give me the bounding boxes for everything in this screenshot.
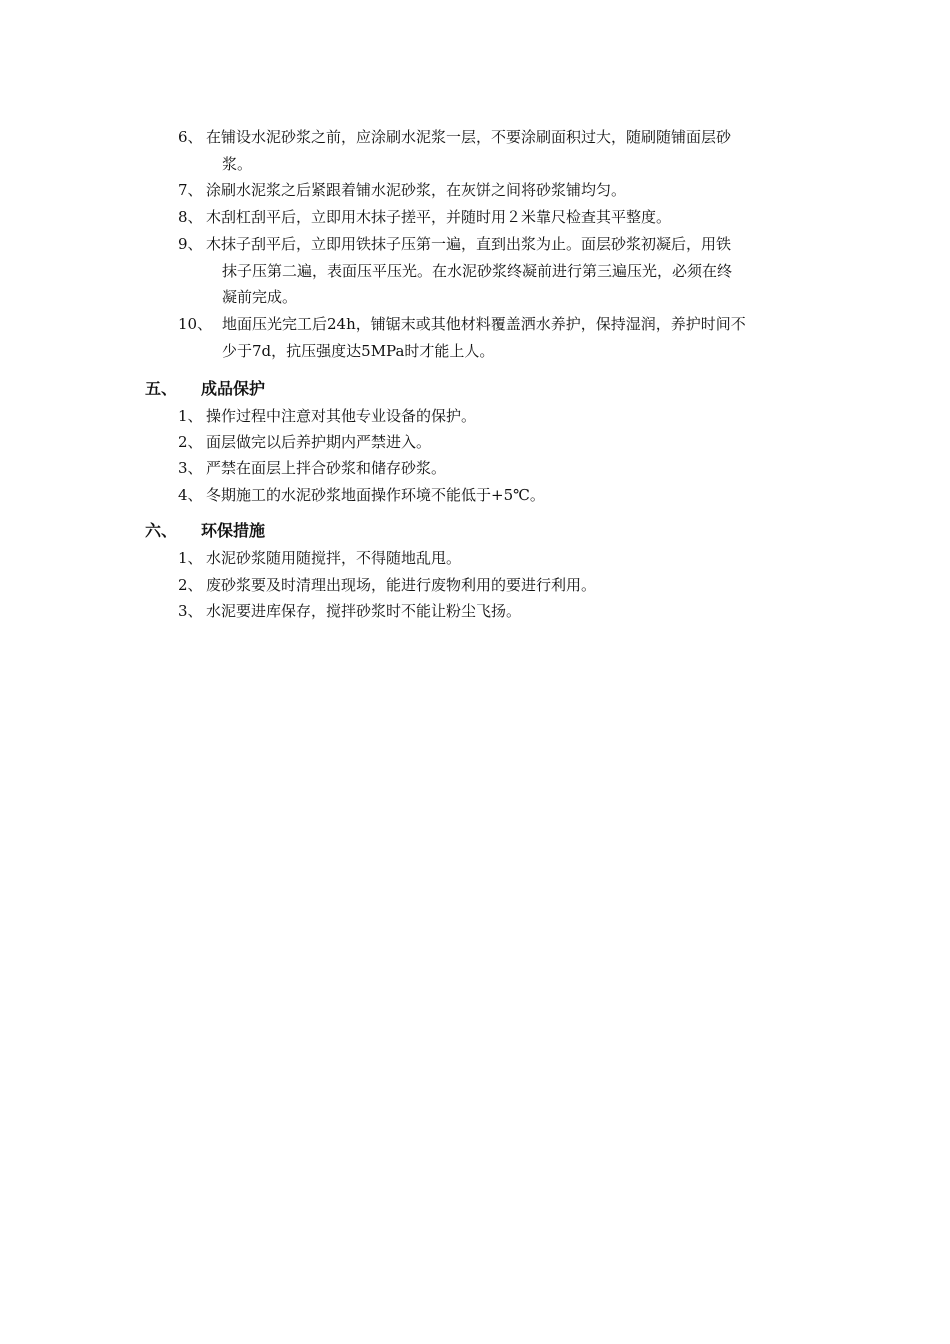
item-number: 1、 xyxy=(178,407,203,425)
list-item xyxy=(178,124,810,177)
item-text-continued: 凝前完成。 xyxy=(222,288,298,306)
item-number: 3、 xyxy=(178,602,203,620)
item-text-continued: 少于7d，抗压强度达5MPa时才能上人。 xyxy=(222,341,495,360)
list-item xyxy=(178,204,810,231)
list-item xyxy=(178,545,810,572)
item-text: 面层做完以后养护期内严禁进入。 xyxy=(206,433,432,451)
section-heading xyxy=(145,376,265,402)
item-text: 操作过程中注意对其他专业设备的保护。 xyxy=(206,407,477,425)
item-number: 7、 xyxy=(178,181,203,199)
list-item xyxy=(178,482,810,509)
item-number: 2、 xyxy=(178,576,203,594)
list-item xyxy=(178,455,810,482)
item-text: 严禁在面层上拌合砂浆和储存砂浆。 xyxy=(206,459,447,477)
list-item xyxy=(178,177,810,204)
section-title: 环保措施 xyxy=(201,521,266,540)
item-text-continued: 抹子压第二遍，表面压平压光。在水泥砂浆终凝前进行第三遍压光，必须在终 xyxy=(222,261,733,280)
item-number: 3、 xyxy=(178,459,203,477)
item-number: 4、 xyxy=(178,486,203,504)
list-item xyxy=(178,231,810,311)
item-number: 10、 xyxy=(178,315,213,333)
item-number: 2、 xyxy=(178,433,203,451)
section-heading xyxy=(145,518,265,544)
section-number: 六、 xyxy=(145,521,178,540)
item-number: 6、 xyxy=(178,128,203,146)
item-text: 废砂浆要及时清理出现场，能进行废物利用的要进行利用。 xyxy=(206,576,597,594)
item-text: 水泥砂浆随用随搅拌，不得随地乱甩。 xyxy=(206,549,462,567)
item-text: 水泥要进库保存，搅拌砂浆时不能让粉尘飞扬。 xyxy=(206,602,522,620)
section-title: 成品保护 xyxy=(201,379,266,398)
item-text: 冬期施工的水泥砂浆地面操作环境不能低于+5℃。 xyxy=(206,486,545,504)
item-number: 1、 xyxy=(178,549,203,567)
item-text: 地面压光完工后24h，铺锯末或其他材料覆盖洒水养护，保持湿润，养护时间不 xyxy=(222,315,746,333)
item-number: 8、 xyxy=(178,208,203,226)
list-item xyxy=(178,598,810,625)
list-item xyxy=(178,311,810,364)
list-item xyxy=(178,403,810,430)
list-item xyxy=(178,429,810,456)
item-text: 在铺设水泥砂浆之前，应涂刷水泥浆一层，不要涂刷面积过大，随刷随铺面层砂 xyxy=(206,128,732,146)
list-item xyxy=(178,572,810,599)
item-text: 木刮杠刮平后，立即用木抹子搓平，并随时用２米靠尺检查其平整度。 xyxy=(206,208,672,226)
section-number: 五、 xyxy=(145,379,178,398)
item-number: 9、 xyxy=(178,235,203,253)
item-text: 木抹子刮平后，立即用铁抹子压第一遍，直到出浆为止。面层砂浆初凝后，用铁 xyxy=(206,235,732,253)
item-text-continued: 浆。 xyxy=(222,154,253,173)
item-text: 涂刷水泥浆之后紧跟着铺水泥砂浆，在灰饼之间将砂浆铺均匀。 xyxy=(206,181,627,199)
